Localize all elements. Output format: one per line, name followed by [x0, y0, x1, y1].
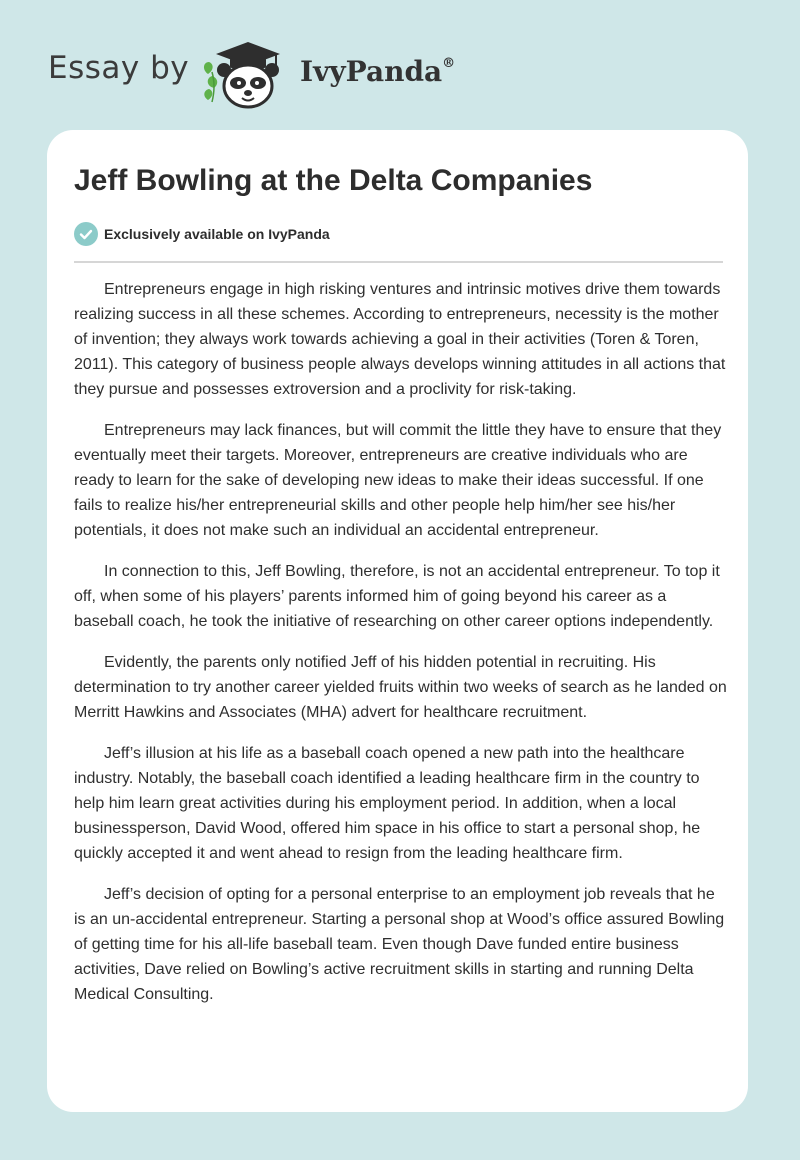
site-header — [0, 0, 800, 130]
panda-graduation-cap-icon[interactable] — [200, 36, 294, 110]
paragraph: Jeff’s illusion at his life as a baseball coach opened a new path into the healthcare industry. Notably, the baseball coach identified a leading healthcare firm in the country to help him learn great activities during his employment period. In addition, when a local businessperson, David Wood, offered him space in his office to start a personal shop, he quickly accepted it and went ahead to resign from the leading healthcare firm. — [74, 745, 701, 862]
divider — [74, 261, 723, 263]
exclusive-badge — [74, 222, 330, 246]
brand-name-text: IvyPanda — [300, 55, 443, 88]
essay-by-label: Essay by — [48, 50, 190, 86]
paragraph: In connection to this, Jeff Bowling, therefore, is not an accidental entrepreneur. To top it off, when some of his players’ parents informed him of going beyond his career as a baseball coach, he took the initiative of researching on other career options independently. — [74, 563, 720, 630]
essay-card — [47, 130, 748, 1112]
page-title: Jeff Bowling at the Delta Companies — [74, 164, 593, 197]
exclusive-badge-label: Exclusively available on IvyPanda — [104, 226, 330, 242]
paragraph: Entrepreneurs may lack finances, but will commit the little they have to ensure that they eventually meet their targets. Moreover, entrepreneurs are creative individuals who are ready to learn for the sake of developing new ideas to make their ideas successful. If one fails to realize his/her entrepreneurial skills and other people help him/her see his/her potentials, it does not make such an individual an accidental entrepreneur. — [74, 422, 722, 539]
registered-mark: ® — [442, 55, 456, 71]
paragraph: Evidently, the parents only notified Jeff of his hidden potential in recruiting. His determination to try another career yielded fruits within two weeks of search as he landed on Merritt Hawkins and Associates (MHA) advert for healthcare recruitment. — [74, 654, 727, 721]
brand-name[interactable] — [300, 55, 455, 88]
essay-body — [74, 277, 730, 1023]
ivy-leaf-icon — [204, 62, 217, 102]
check-circle-icon — [74, 222, 98, 246]
paragraph: Jeff’s decision of opting for a personal enterprise to an employment job reveals that he is an un-accidental entrepreneur. Starting a personal shop at Wood’s office assured Bowling of getting time for his all-life baseball team. Even though Dave funded entire business activities, Dave relied on Bowling’s active recruitment skills in starting and running Delta Medical Consulting. — [74, 886, 725, 1003]
paragraph: Entrepreneurs engage in high risking ventures and intrinsic motives drive them towards realizing success in all these schemes. According to entrepreneurs, necessity is the mother of invention; they always work towards achieving a goal in their activities (Toren & Toren, 2011). This category of business people always develops winning attitudes in all actions that they pursue and possesses extroversion and a proclivity for risk-taking. — [74, 281, 726, 398]
